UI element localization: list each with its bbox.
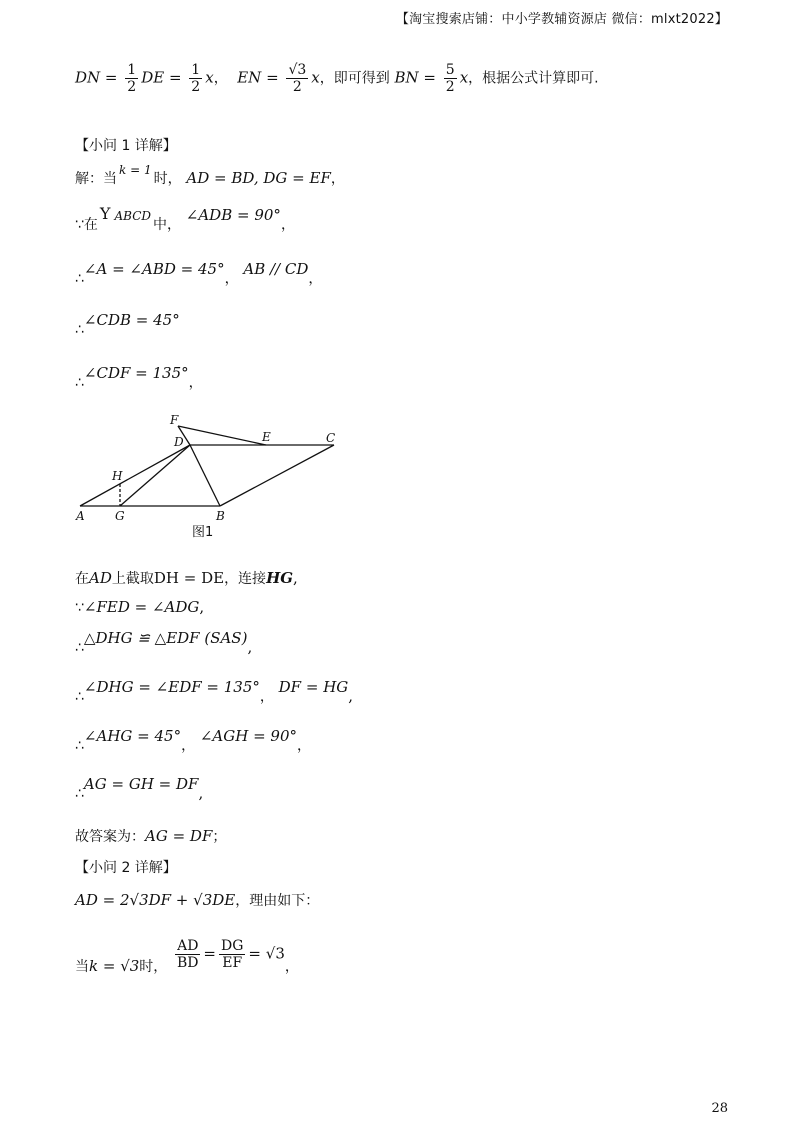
frac-bn: $\frac{5}{2}$ xyxy=(445,62,455,95)
solution-line-8: ∴△DHG ≌ △EDF (SAS), xyxy=(75,629,253,656)
intro-end-text: ，根据公式计算即可. xyxy=(468,70,599,87)
segment-fe xyxy=(178,426,266,445)
solution-line-3: ∴∠A = ∠ABD = 45°， AB // CD， xyxy=(75,260,323,287)
intro-mid-text: ，即可得到 xyxy=(319,70,390,87)
section1-title: 【小问 1 详解】 xyxy=(75,138,177,154)
en-lhs: EN = xyxy=(237,68,279,87)
frac-ad-bd: $\frac{AD}{BD}$ xyxy=(176,938,199,971)
solution-line-5: ∴∠CDF = 135°， xyxy=(75,364,203,391)
solution-line-7: ∵∠FED = ∠ADG, xyxy=(75,598,205,616)
solution-line-10: ∴∠AHG = 45°， ∠AGH = 90°， xyxy=(75,727,312,754)
solution-line-11: ∴AG = GH = DF, xyxy=(75,775,204,802)
section2-title: 【小问 2 详解】 xyxy=(75,860,177,876)
segment-ad xyxy=(80,445,190,506)
solution-line-2: ∵在Y $^{ABCD}$中， ∠ADB = 90°， xyxy=(75,204,295,233)
label-f: F xyxy=(170,413,179,427)
bn-lhs: BN = xyxy=(394,68,436,87)
label-b: B xyxy=(216,509,225,523)
solution-line-1: 解：当$^{k = 1}$时， AD = BD, DG = EF， xyxy=(75,163,345,187)
solution-line-4: ∴∠CDB = 45° xyxy=(75,311,180,338)
figure-caption: 图1 xyxy=(192,525,214,540)
dn-lhs: DN = xyxy=(75,68,118,87)
geometry-figure-1 xyxy=(74,412,374,551)
solution-line-6: 在AD上截取DH = DE，连接HG, xyxy=(75,569,298,587)
x-var-3: x xyxy=(459,68,469,87)
x-var-2: x xyxy=(311,68,320,87)
segment-db xyxy=(190,445,220,506)
label-c: C xyxy=(326,431,336,445)
label-e: E xyxy=(262,430,271,444)
de-part: DE = xyxy=(141,68,182,87)
section2-line-1: AD = 2√3DF + √3DE，理由如下： xyxy=(75,891,320,909)
page-number: 28 xyxy=(711,1101,728,1116)
label-h: H xyxy=(112,469,123,483)
frac-half: $\frac{1}{2}$ xyxy=(127,62,137,95)
answer-line: 故答案为：AG = DF； xyxy=(75,827,227,845)
frac-en: $\frac{√3}{2}$ xyxy=(288,62,307,95)
segment-dg xyxy=(120,445,190,506)
label-g: G xyxy=(115,509,125,523)
page-header: 【淘宝搜索店铺：中小学教辅资源店 微信：mlxt2022】 xyxy=(395,12,728,27)
frac-dg-ef: $\frac{DG}{EF}$ xyxy=(221,938,244,971)
solution-line-9: ∴∠DHG = ∠EDF = 135°， DF = HG, xyxy=(75,678,354,705)
frac-half-2: $\frac{1}{2}$ xyxy=(191,62,201,95)
label-a: A xyxy=(76,509,85,523)
segment-cb xyxy=(220,445,334,506)
section2-line-2: 当k = √3时， $\frac{AD}{BD}$ = $\frac{DG}{EF}$ = √3， xyxy=(75,938,299,975)
x-var: x xyxy=(205,68,214,87)
intro-line: DN = $\frac{1}{2}$ DE = $\frac{1}{2}$ x， EN = $\frac{√3}{2}$ x，即可得到 BN = $\frac{5}{2}$ x，根据公式计算即可. xyxy=(75,62,599,95)
label-d: D xyxy=(174,435,184,449)
figure-svg xyxy=(74,412,374,547)
parallelogram-symbol: Y xyxy=(99,204,111,223)
